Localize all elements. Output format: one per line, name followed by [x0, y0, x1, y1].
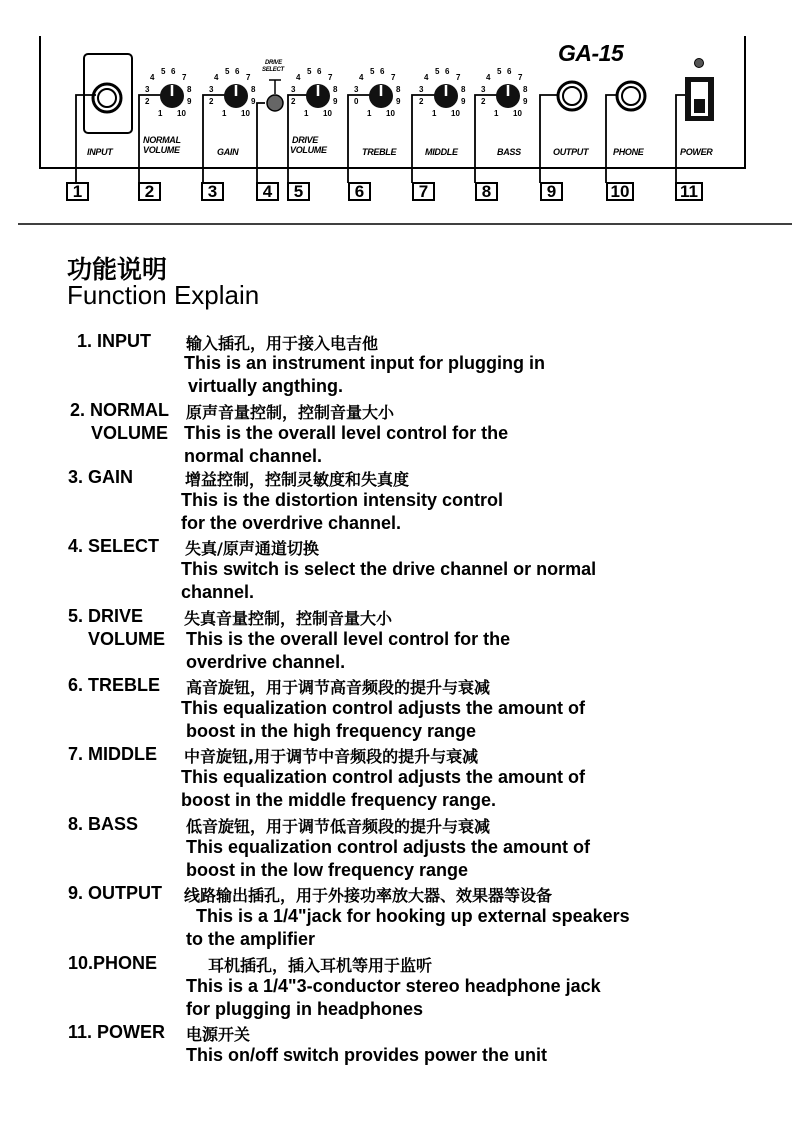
item-5-name: 5. DRIVE	[68, 606, 144, 626]
item-1-name: 1. INPUT	[77, 331, 152, 351]
item-9-desc-1: This is a 1/4"jack for hooking up external speakers	[196, 906, 630, 926]
item-5-name-2: VOLUME	[88, 629, 166, 649]
callout-1: 1	[66, 182, 89, 201]
heading-chinese: 功能说明	[67, 255, 168, 284]
callout-11: 11	[675, 182, 703, 201]
label-drive: DRIVE	[292, 135, 319, 145]
item-2-chinese: 原声音量控制，控制音量大小	[186, 403, 395, 422]
callout-6: 6	[348, 182, 371, 201]
item-7-name: 7. MIDDLE	[68, 744, 158, 764]
item-8-name: 8. BASS	[68, 814, 139, 834]
item-10-desc-1: This is a 1/4"3-conductor stereo headphone jack	[186, 976, 601, 996]
item-3-desc-1: This is the distortion intensity control	[181, 490, 504, 510]
item-9-chinese: 线路输出插孔，用于外接功率放大器、效果器等设备	[184, 886, 553, 905]
item-7-chinese: 中音旋钮,用于调节中音频段的提升与衰减	[184, 747, 479, 766]
item-5-chinese: 失真音量控制，控制音量大小	[184, 609, 393, 628]
label-power: POWER	[680, 147, 713, 157]
label-output: OUTPUT	[553, 147, 589, 157]
callout-3: 3	[201, 182, 224, 201]
label-treble: TREBLE	[362, 147, 397, 157]
knob-gain	[224, 84, 248, 108]
item-6-chinese: 高音旋钮，用于调节高音频段的提升与衰减	[186, 678, 491, 697]
item-2-desc-2: normal channel.	[184, 446, 323, 466]
item-10-name: 10.PHONE	[68, 953, 158, 973]
item-9-desc-2: to the amplifier	[186, 929, 316, 949]
callout-5: 5	[287, 182, 310, 201]
item-6-desc-2: boost in the high frequency range	[186, 721, 477, 741]
label-drive-select-1: DRIVE	[265, 60, 282, 66]
label-input: INPUT	[87, 147, 113, 157]
item-4-name: 4. SELECT	[68, 536, 160, 556]
label-phone: PHONE	[613, 147, 644, 157]
item-7-desc-1: This equalization control adjusts the amount of	[181, 767, 586, 787]
callout-2: 2	[138, 182, 161, 201]
item-11-desc-1: This on/off switch provides power the unit	[186, 1045, 548, 1065]
label-drive-volume: VOLUME	[290, 145, 327, 155]
item-2-desc-1: This is the overall level control for the	[184, 423, 509, 443]
model-name: GA-15	[558, 40, 624, 66]
item-6-desc-1: This equalization control adjusts the amount of	[181, 698, 586, 718]
item-10-desc-2: for plugging in headphones	[186, 999, 423, 1019]
item-4-desc-2: channel.	[181, 582, 255, 602]
item-6-name: 6. TREBLE	[68, 675, 161, 695]
callout-4: 4	[256, 182, 279, 201]
item-4-desc-1: This switch is select the drive channel or normal	[181, 559, 597, 579]
label-gain: GAIN	[217, 147, 239, 157]
callout-8: 8	[475, 182, 498, 201]
knob-drive-volume	[306, 84, 330, 108]
label-normal-volume: VOLUME	[143, 145, 180, 155]
item-4-chinese: 失真/原声通道切换	[185, 539, 319, 558]
item-1-desc-2: virtually angthing.	[188, 376, 344, 396]
knob-treble	[369, 84, 393, 108]
callout-9: 9	[540, 182, 563, 201]
drive-select-button-icon	[267, 95, 283, 111]
item-3-chinese: 增益控制，控制灵敏度和失真度	[185, 470, 410, 489]
knob-bass	[496, 84, 520, 108]
label-normal: NORMAL	[143, 135, 181, 145]
item-11-chinese: 电源开关	[186, 1025, 251, 1044]
power-led-icon	[695, 59, 704, 68]
label-middle: MIDDLE	[425, 147, 458, 157]
item-8-desc-2: boost in the low frequency range	[186, 860, 469, 880]
knob-middle	[434, 84, 458, 108]
item-11-name: 11. POWER	[68, 1022, 166, 1042]
item-3-name: 3. GAIN	[68, 467, 134, 487]
item-9-name: 9. OUTPUT	[68, 883, 163, 903]
item-2-name-2: VOLUME	[91, 423, 169, 443]
callout-7: 7	[412, 182, 435, 201]
item-5-desc-2: overdrive channel.	[186, 652, 346, 672]
item-8-chinese: 低音旋钮，用于调节低音频段的提升与衰减	[186, 817, 491, 836]
item-10-chinese: 耳机插孔，插入耳机等用于监听	[208, 956, 433, 975]
heading-english: Function Explain	[67, 280, 260, 310]
label-drive-select-2: SELECT	[262, 67, 284, 73]
callout-10: 10	[606, 182, 634, 201]
item-7-desc-2: boost in the middle frequency range.	[181, 790, 497, 810]
item-8-desc-1: This equalization control adjusts the amount of	[186, 837, 591, 857]
knob-normal-volume	[160, 84, 184, 108]
item-1-chinese: 输入插孔，用于接入电吉他	[186, 334, 379, 353]
item-1-desc-1: This is an instrument input for plugging in	[184, 353, 545, 373]
label-bass: BASS	[497, 147, 521, 157]
item-5-desc-1: This is the overall level control for the	[186, 629, 511, 649]
item-2-name: 2. NORMAL	[70, 400, 169, 420]
item-3-desc-2: for the overdrive channel.	[181, 513, 402, 533]
